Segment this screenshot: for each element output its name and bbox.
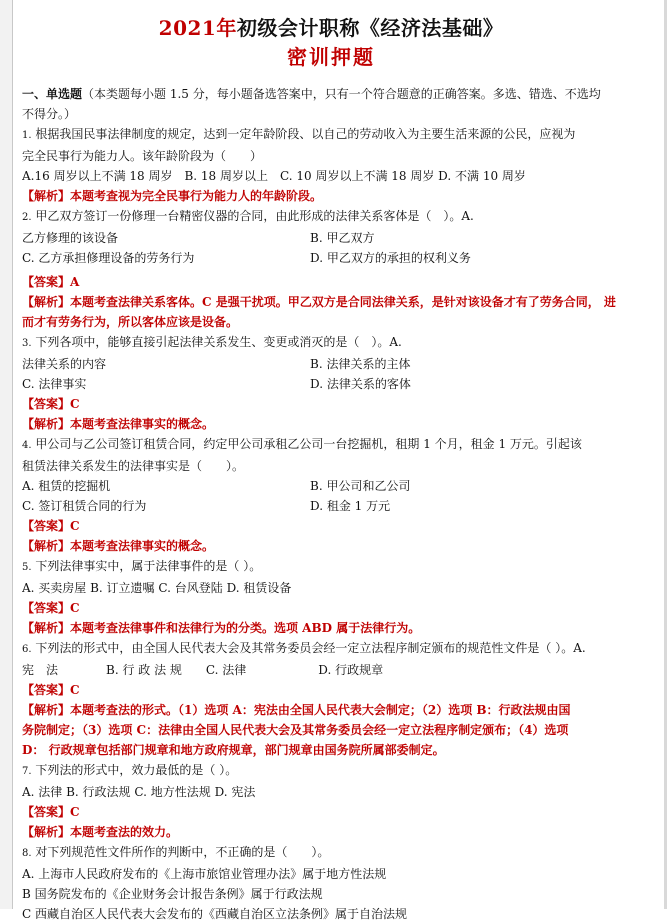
question-number: 8.: [22, 848, 32, 859]
question-number: 7.: [22, 766, 32, 777]
question-3-answer: 【答案】C: [22, 397, 80, 411]
question-2-stem: [22, 206, 640, 228]
question-text: 甲乙双方签订一份修理一台精密仪器的合同，由此形成的法律关系客体是（ ）。A.: [35, 209, 474, 223]
question-3-analysis: 【解析】本题考查法律事实的概念。: [22, 417, 215, 431]
option-a: 法律关系的内容: [22, 357, 107, 371]
question-5-answer: 【答案】C: [22, 601, 80, 615]
question-4-analysis: 【解析】本题考查法律事实的概念。: [22, 539, 215, 553]
question-2-analysis-1: 【解析】本题考查法律关系客体。C 是强干扰项。甲乙双方是合同法律关系，是针对该设备才有了劳务合同， 进: [22, 295, 616, 309]
question-text: 对下列规范性文件所作的判断中，不正确的是（ ）。: [35, 845, 330, 859]
option-b: B. 法律关系的主体: [310, 357, 411, 371]
question-8-option-a: A. 上海市人民政府发布的《上海市旅馆业管理办法》属于地方性法规: [22, 867, 387, 881]
section-heading: 一、单选题: [22, 87, 83, 101]
question-8-stem: [22, 842, 640, 864]
option-d: D. 租金 1 万元: [310, 499, 391, 513]
question-5-stem: [22, 556, 640, 578]
option-b: B. 甲乙双方: [310, 231, 375, 245]
question-6-stem: [22, 638, 640, 660]
question-2-options-row-2: [22, 248, 640, 268]
question-2-answer: 【答案】A: [22, 275, 80, 289]
question-8-option-c: C 西藏自治区人民代表大会发布的《西藏自治区立法条例》属于自治法规: [22, 907, 407, 921]
question-number: 1.: [22, 130, 32, 141]
question-3-options-row-1: [22, 354, 640, 374]
question-text: 根据我国民事法律制度的规定，达到一定年龄阶段、以自己的劳动收入为主要生活来源的公民，应视为: [35, 127, 576, 141]
section-intro: [22, 84, 640, 104]
question-4-stem-1: [22, 434, 640, 456]
question-6-analysis-1: 【解析】本题考查法的形式。（1）选项 A：宪法由全国人民代表大会制定；（2）选项 B：行政法规由国: [22, 703, 571, 717]
question-number: 4.: [22, 440, 32, 451]
window-left-edge: [0, 0, 13, 909]
option-d: D. 甲乙双方的承担的权利义务: [310, 251, 471, 265]
question-number: 2.: [22, 212, 32, 223]
document-subtitle: 密训押题: [287, 45, 375, 69]
question-4-answer: 【答案】C: [22, 519, 80, 533]
question-text: 下列各项中，能够直接引起法律关系发生、变更或消灭的是（ ）。A.: [35, 335, 402, 349]
question-6-analysis-2: 务院制定；（3）选项 C：法律由全国人民代表大会及其常务委员会经一定立法程序制定颁布；（4）选项: [22, 723, 569, 737]
question-3-options-row-2: [22, 374, 640, 394]
option-a: 乙方修理的该设备: [22, 231, 119, 245]
option-c: C. 法律事实: [22, 377, 87, 391]
question-1-analysis: 【解析】本题考查视为完全民事行为能力人的年龄阶段。: [22, 189, 323, 203]
option-b: B. 甲公司和乙公司: [310, 479, 411, 493]
question-number: 6.: [22, 644, 32, 655]
question-1-options: A.16 周岁以上不满 18 周岁 B. 18 周岁以上 C. 10 周岁以上不满 18 周岁 D. 不满 10 周岁: [22, 169, 526, 183]
question-text: 下列法的形式中，效力最低的是（ ）。: [35, 763, 238, 777]
question-8-option-b: B 国务院发布的《企业财务会计报告条例》属于行政法规: [22, 887, 323, 901]
option-c: C. 签订租赁合同的行为: [22, 499, 147, 513]
question-number: 5.: [22, 562, 32, 573]
question-6-options: 宪 法 B. 行 政 法 规 C. 法律 D. 行政规章: [22, 663, 384, 677]
question-7-options: A. 法律 B. 行政法规 C. 地方性法规 D. 宪法: [22, 785, 256, 799]
title-year: 2021年: [158, 16, 237, 40]
question-text: 下列法律事实中，属于法律事件的是（ ）。: [35, 559, 262, 573]
question-7-answer: 【答案】C: [22, 805, 80, 819]
question-5-analysis: 【解析】本题考查法律事件和法律行为的分类。选项 ABD 属于法律行为。: [22, 621, 421, 635]
question-2-options-row-1: [22, 228, 640, 248]
question-4-options-row-1: [22, 476, 640, 496]
question-3-stem: [22, 332, 640, 354]
question-text: 下列法的形式中，由全国人民代表大会及其常务委员会经一定立法程序制定颁布的规范性文件是（ ）。A.: [35, 641, 586, 655]
question-6-analysis-3: D： 行政规章包括部门规章和地方政府规章，部门规章由国务院所属部委制定。: [22, 743, 445, 757]
question-7-stem: [22, 760, 640, 782]
document-page: [22, 10, 640, 924]
question-5-options: A. 买卖房屋 B. 订立遗嘱 C. 台风登陆 D. 租赁设备: [22, 581, 292, 595]
question-6-answer: 【答案】C: [22, 683, 80, 697]
question-4-stem-2: 租赁法律关系发生的法律事实是（ ）。: [22, 459, 245, 473]
question-1-stem-1: [22, 124, 640, 146]
question-7-analysis: 【解析】本题考查法的效力。: [22, 825, 179, 839]
section-desc-2: 不得分。）: [22, 107, 77, 121]
option-d: D. 法律关系的客体: [310, 377, 411, 391]
question-number: 3.: [22, 338, 32, 349]
section-desc-1: （本类题每小题 1.5 分，每小题备选答案中，只有一个符合题意的正确答案。多选、错选、不选均: [82, 87, 601, 101]
question-1-stem-2: 完全民事行为能力人。该年龄阶段为（ ）: [22, 149, 263, 163]
question-text: 甲公司与乙公司签订租赁合同，约定甲公司承租乙公司一台挖掘机，租期 1 个月，租金 1 万元。引起该: [35, 437, 582, 451]
question-4-options-row-2: [22, 496, 640, 516]
title-text: 初级会计职称《经济法基础》: [236, 16, 504, 40]
option-c: C. 乙方承担修理设备的劳务行为: [22, 251, 195, 265]
option-a: A. 租赁的挖掘机: [22, 479, 111, 493]
document-title: [22, 14, 640, 42]
question-2-analysis-2: 而才有劳务行为，所以客体应该是设备。: [22, 315, 239, 329]
